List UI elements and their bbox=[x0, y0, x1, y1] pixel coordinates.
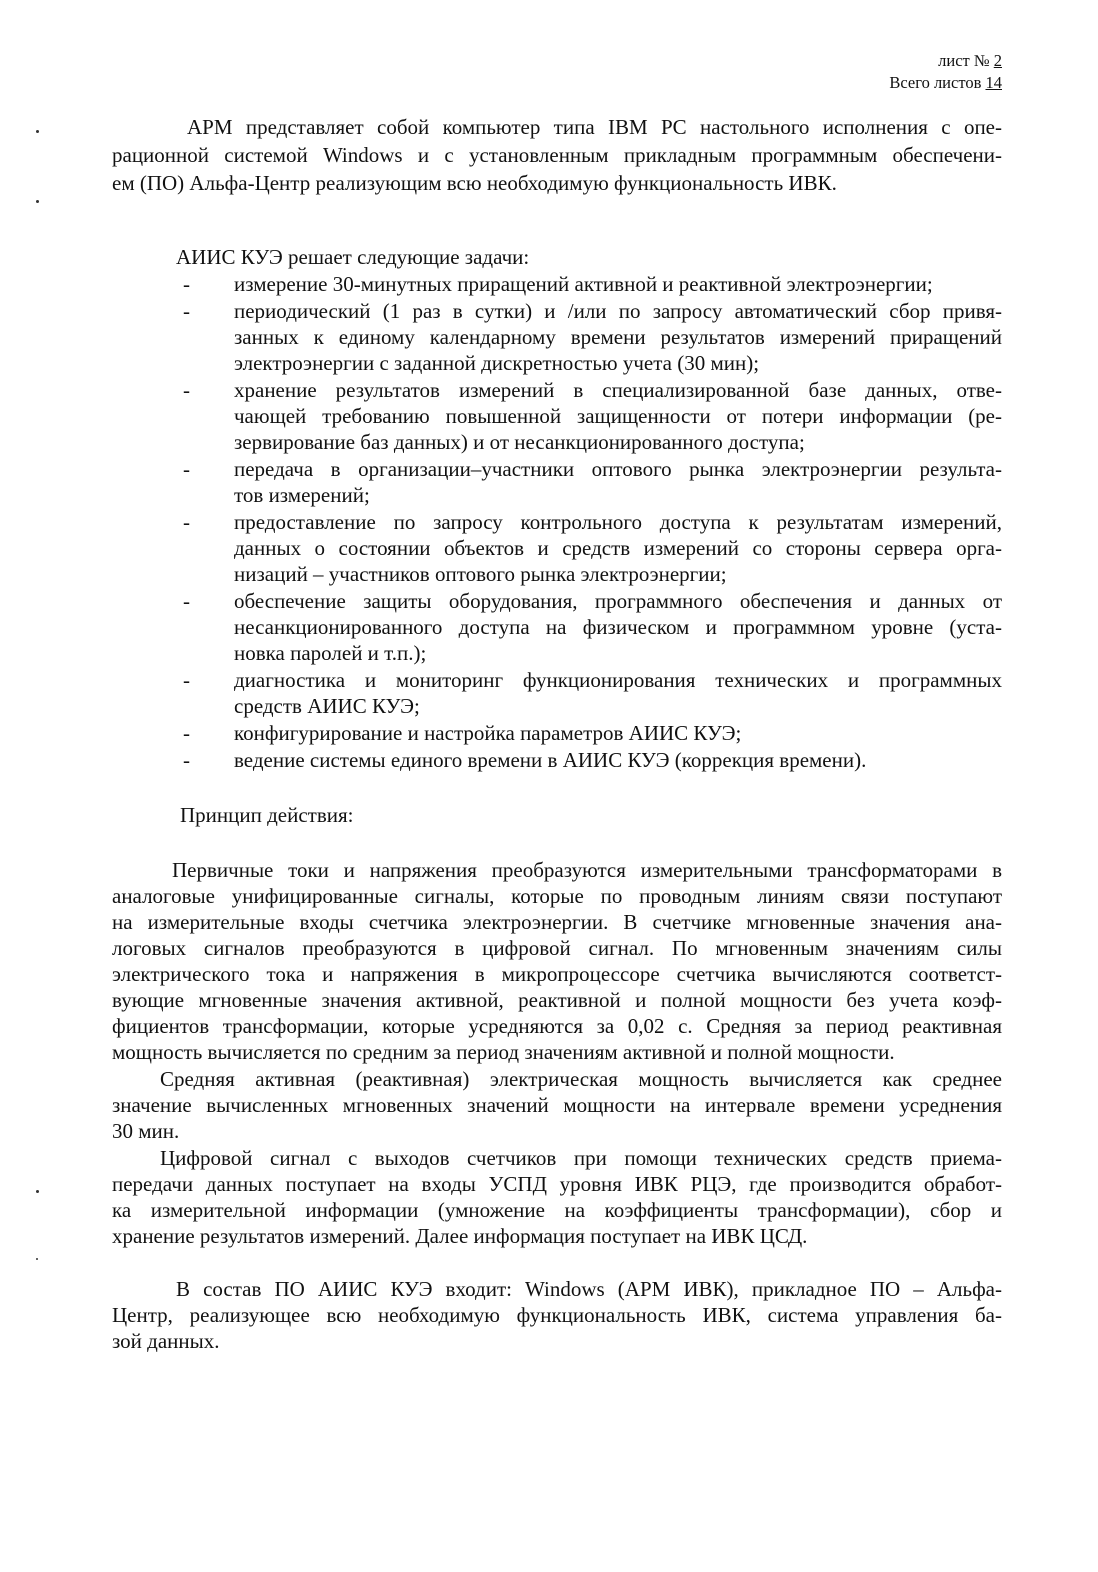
bullet-dash: - bbox=[183, 721, 190, 745]
principle-heading: Принцип действия: bbox=[180, 803, 354, 827]
text-line: хранение результатов измерений. Далее информация поступает на ИВК ЦСД. bbox=[112, 1224, 808, 1248]
text-line: значение вычисленных мгновенных значений мощности на интервале времени усреднения bbox=[112, 1093, 1002, 1117]
text-line: электрического тока и напряжения в микропроцессоре счетчика вычисляются соответст- bbox=[112, 962, 1002, 986]
list-item-line: чающей требованию повышенной защищенности от потери информации (ре- bbox=[234, 404, 1002, 428]
list-item-line: низаций – участников оптового рынка электроэнергии; bbox=[234, 562, 727, 586]
scan-speck bbox=[36, 130, 39, 133]
text-line: Центр, реализующее всю необходимую функциональность ИВК, система управления ба- bbox=[112, 1303, 1002, 1327]
list-item-line: обеспечение защиты оборудования, программного обеспечения и данных от bbox=[234, 589, 1002, 613]
list-item-line: зервирование баз данных) и от несанкционированного доступа; bbox=[234, 430, 805, 454]
sheet-header bbox=[889, 50, 1002, 94]
list-item-line: передача в организации–участники оптового рынка электроэнергии результа- bbox=[234, 457, 1002, 481]
text-line: Первичные токи и напряжения преобразуются измерительными трансформаторами в bbox=[172, 858, 1002, 882]
list-item-line: хранение результатов измерений в специализированной базе данных, отве- bbox=[234, 378, 1002, 402]
text-line: В состав ПО АИИС КУЭ входит: Windows (АРМ ИВК), прикладное ПО – Альфа- bbox=[176, 1277, 1002, 1301]
sheet-number: 2 bbox=[993, 51, 1002, 70]
list-item-line: конфигурирование и настройка параметров АИИС КУЭ; bbox=[234, 721, 742, 745]
text-line: вующие мгновенные значения активной, реактивной и полной мощности без учета коэф- bbox=[112, 988, 1002, 1012]
text-line: ка измерительной информации (умножение на коэффициенты трансформации), сбор и bbox=[112, 1198, 1002, 1222]
sheet-number-line bbox=[889, 50, 1002, 72]
text-line: АРМ представляет собой компьютер типа IBM PC настольного исполнения с опе- bbox=[187, 115, 1002, 139]
bullet-dash: - bbox=[183, 272, 190, 296]
list-item-line: занных к единому календарному времени результатов измерений приращений bbox=[234, 325, 1002, 349]
text-line: мощность вычисляется по средним за период значениям активной и полной мощности. bbox=[112, 1040, 895, 1064]
scan-speck bbox=[36, 1190, 39, 1193]
sheet-label: лист № bbox=[938, 51, 990, 70]
bullet-dash: - bbox=[183, 510, 190, 534]
bullet-dash: - bbox=[183, 748, 190, 772]
list-item-line: тов измерений; bbox=[234, 483, 370, 507]
text-line: зой данных. bbox=[112, 1329, 220, 1353]
text-line: ем (ПО) Альфа-Центр реализующим всю необходимую функциональность ИВК. bbox=[112, 171, 837, 195]
text-line: Средняя активная (реактивная) электрическая мощность вычисляется как среднее bbox=[160, 1067, 1002, 1091]
list-item-line: электроэнергии с заданной дискретностью учета (30 мин); bbox=[234, 351, 760, 375]
total-sheets-line bbox=[889, 72, 1002, 94]
list-item-line: предоставление по запросу контрольного доступа к результатам измерений, bbox=[234, 510, 1002, 534]
text-line: логовых сигналов преобразуются в цифровой сигнал. По мгновенным значениям силы bbox=[112, 936, 1002, 960]
text-line: на измерительные входы счетчика электроэнергии. В счетчике мгновенные значения ана- bbox=[112, 910, 1002, 934]
list-item-line: средств АИИС КУЭ; bbox=[234, 694, 420, 718]
text-line: 30 мин. bbox=[112, 1119, 180, 1143]
bullet-dash: - bbox=[183, 378, 190, 402]
text-line: аналоговые унифицированные сигналы, которые по проводным линиям связи поступают bbox=[112, 884, 1002, 908]
list-item-line: несанкционированного доступа на физическом и программном уровне (уста- bbox=[234, 615, 1002, 639]
bullet-dash: - bbox=[183, 589, 190, 613]
scan-speck bbox=[36, 1258, 38, 1260]
list-item-line: данных о состоянии объектов и средств измерений со стороны сервера орга- bbox=[234, 536, 1002, 560]
bullet-dash: - bbox=[183, 668, 190, 692]
scan-speck bbox=[36, 200, 39, 203]
list-item-line: новка паролей и т.п.); bbox=[234, 641, 427, 665]
list-item-line: измерение 30-минутных приращений активной и реактивной электроэнергии; bbox=[234, 272, 933, 296]
list-item-line: диагностика и мониторинг функционирования технических и программных bbox=[234, 668, 1002, 692]
bullet-dash: - bbox=[183, 299, 190, 323]
bullet-dash: - bbox=[183, 457, 190, 481]
text-line: рационной системой Windows и с установленным прикладным программным обеспечени- bbox=[112, 143, 1002, 167]
text-line: Цифровой сигнал с выходов счетчиков при помощи технических средств приема- bbox=[160, 1146, 1002, 1170]
total-sheets-label: Всего листов bbox=[889, 73, 982, 92]
text-line: передачи данных поступает на входы УСПД уровня ИВК РЦЭ, где производится обработ- bbox=[112, 1172, 1002, 1196]
text-line: фициентов трансформации, которые усредняются за 0,02 с. Средняя за период реактивная bbox=[112, 1014, 1002, 1038]
total-sheets-number: 14 bbox=[985, 73, 1002, 92]
list-item-line: ведение системы единого времени в АИИС КУЭ (коррекция времени). bbox=[234, 748, 867, 772]
tasks-heading: АИИС КУЭ решает следующие задачи: bbox=[176, 245, 530, 269]
list-item-line: периодический (1 раз в сутки) и /или по запросу автоматический сбор привя- bbox=[234, 299, 1002, 323]
